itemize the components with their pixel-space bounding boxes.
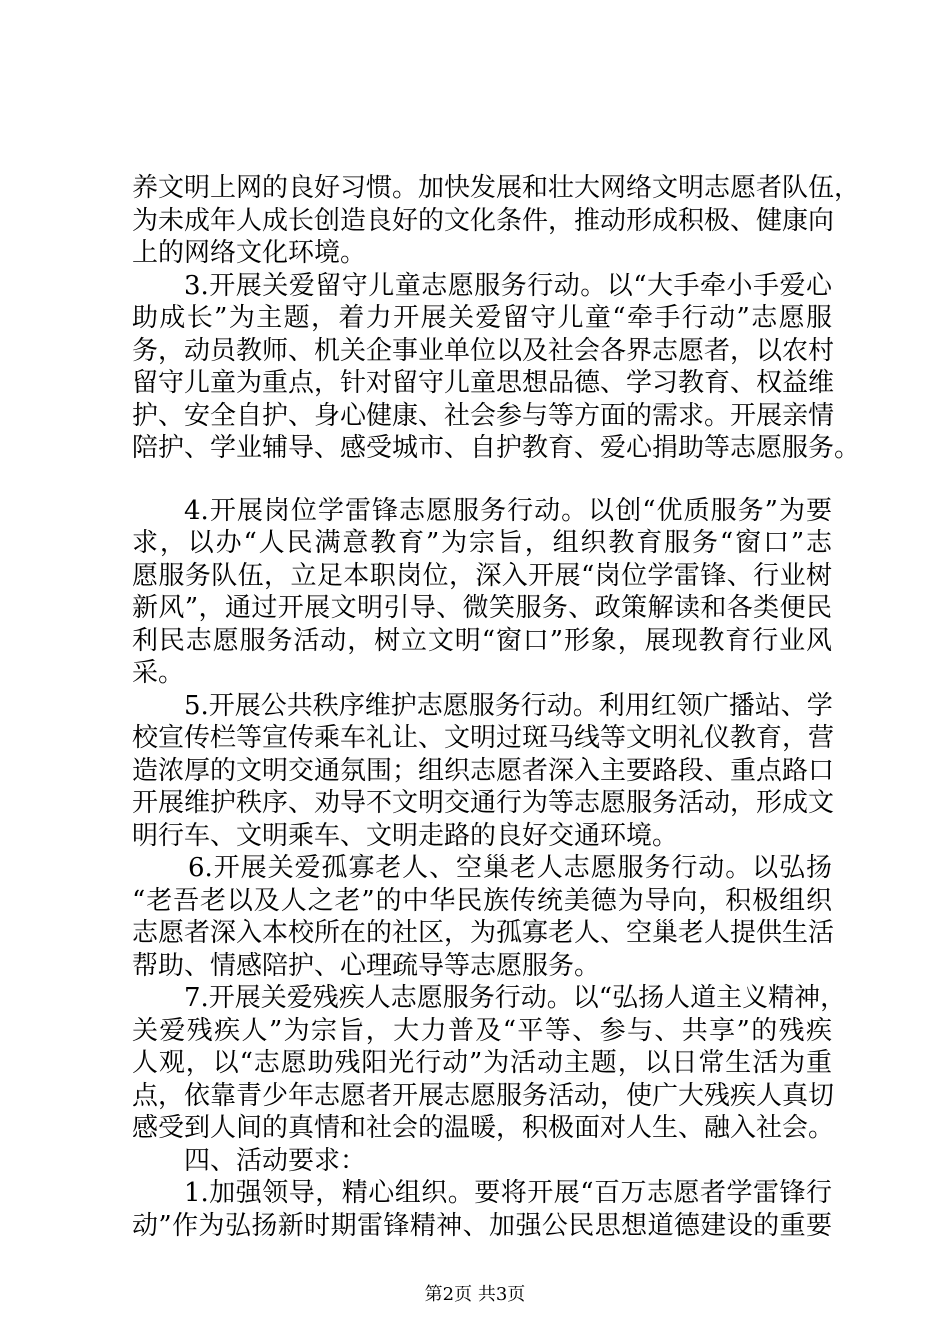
text-line: 造浓厚的文明交通氛围；组织志愿者深入主要路段、重点路口 [132,755,835,786]
text-line: 护、安全自护、身心健康、社会参与等方面的需求。开展亲情 [132,400,835,431]
text-line: 6.开展关爱孤寡老人、空巢老人志愿服务行动。以弘扬 [188,853,832,883]
text-line: 帮助、情感陪护、心理疏导等志愿服务。 [132,950,601,981]
text-line: 5.开展公共秩序维护志愿服务行动。利用红领广播站、学 [184,690,833,721]
text-line: 校宣传栏等宣传乘车礼让、文明过斑马线等文明礼仪教育，营 [132,723,835,753]
text-line: 4.开展岗位学雷锋志愿服务行动。以创“优质服务”为要 [184,495,832,526]
text-line: 上的网络文化环境。 [132,238,367,268]
paragraph [132,852,835,982]
text-line: 点，依靠青少年志愿者开展志愿服务活动，使广大残疾人真切 [132,1080,835,1111]
text-line: 采。 [132,658,185,688]
text-line: 人观，以“志愿助残阳光行动”为活动主题，以日常生活为重 [132,1048,832,1078]
text-line: 愿服务队伍，立足本职岗位，深入开展“岗位学雷锋、行业树 [132,560,832,591]
paragraph-gap [132,465,832,495]
text-line: 7.开展关爱残疾人志愿服务行动。以“弘扬人道主义精神， [184,983,847,1013]
text-line: 助成长”为主题，着力开展关爱留守儿童“牵手行动”志愿服 [132,303,832,333]
section-heading [132,1145,832,1178]
text-line: 为未成年人成长创造良好的文化条件，推动形成积极、健康向 [132,205,835,236]
text-line: 留守儿童为重点，针对留守儿童思想品德、学习教育、权益维 [132,368,835,398]
page-footer: 第2页 共3页 [424,1284,526,1305]
paragraph [132,982,847,1145]
text-line: “老吾老以及人之老”的中华民族传统美德为导向，积极组织 [132,885,832,916]
text-line: 新风”，通过开展文明引导、微笑服务、政策解读和各类便民 [132,593,832,623]
text-line: 陪护、学业辅导、感受城市、自护教育、爱心捐助等志愿服务。 [132,433,861,463]
text-line: 感受到人间的真情和社会的温暖，积极面对人生、融入社会。 [132,1113,835,1143]
text-line: 四、活动要求： [184,1145,367,1176]
text-line: 明行车、文明乘车、文明走路的良好交通环境。 [132,820,679,851]
paragraph [132,690,835,853]
text-line: 1.加强领导，精心组织。要将开展“百万志愿者学雷锋行 [184,1178,832,1208]
text-line: 求，以办“人民满意教育”为宗旨，组织教育服务“窗口”志 [132,528,832,558]
text-line: 关爱残疾人”为宗旨，大力普及“平等、参与、共享”的残疾 [132,1015,832,1046]
paragraph [132,495,832,690]
document-body [132,172,861,1242]
text-line: 利民志愿服务活动，树立文明“窗口”形象，展现教育行业风 [132,625,832,656]
text-line: 开展维护秩序、劝导不文明交通行为等志愿服务活动，形成文 [132,788,835,818]
text-line: 养文明上网的良好习惯。加快发展和壮大网络文明志愿者队伍， [132,173,861,203]
paragraph [132,270,861,465]
text-line: 3.开展关爱留守儿童志愿服务行动。以“大手牵小手爱心 [184,270,832,301]
paragraph [132,172,861,270]
text-line: 动”作为弘扬新时期雷锋精神、加强公民思想道德建设的重要 [132,1210,832,1241]
paragraph [132,1177,832,1242]
text-line: 务，动员教师、机关企事业单位以及社会各界志愿者，以农村 [132,335,835,366]
text-line: 志愿者深入本校所在的社区，为孤寡老人、空巢老人提供生活 [132,918,835,948]
